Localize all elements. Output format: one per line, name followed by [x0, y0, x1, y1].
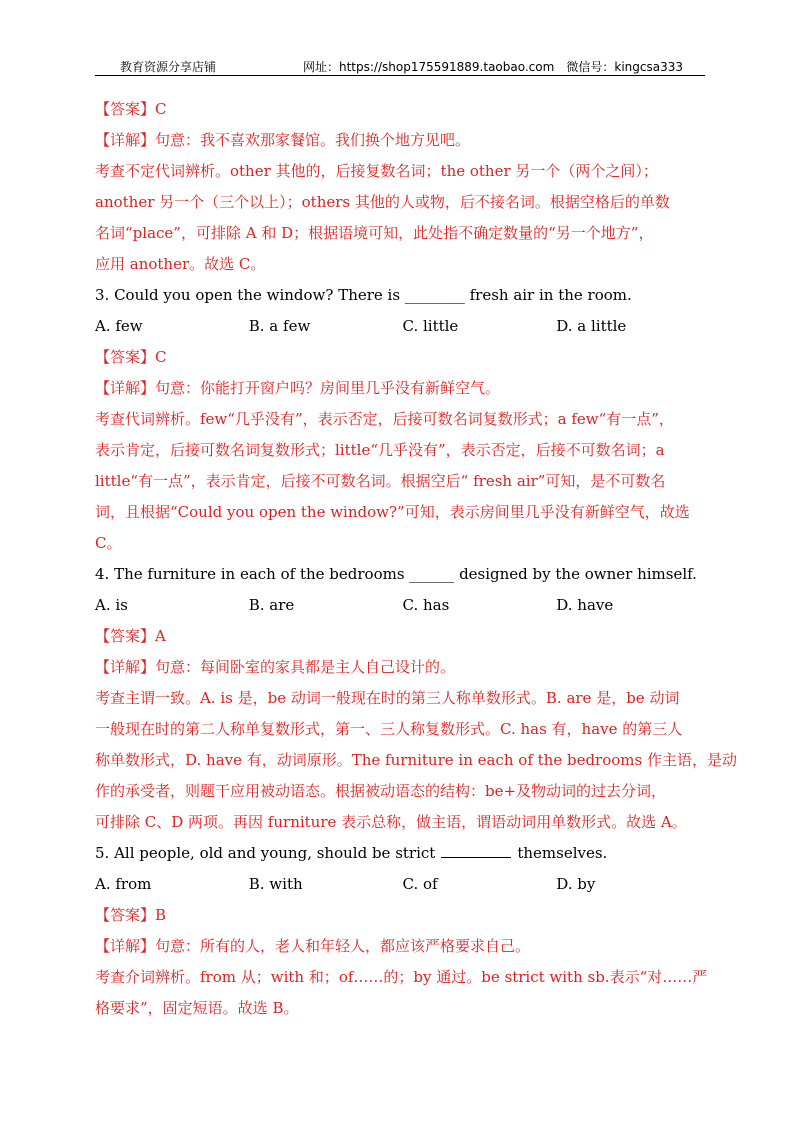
- q4-detail: 【详解】句意：每间卧室的家具都是主人自己设计的。: [95, 658, 456, 676]
- q3-question: [95, 280, 710, 311]
- q3-explanation-line: little“有一点”，表示肯定，后接不可数名词。根据空后“ fresh air”可知，是不可数名: [95, 472, 666, 490]
- q4-answer: 【答案】A: [95, 627, 166, 645]
- q2-explanation-line: 名词“place”，可排除 A 和 D；根据语境可知，此处指不确定数量的“另一个地方”，: [95, 224, 654, 242]
- q4-question: [95, 559, 710, 590]
- q5-question-start: 5. All people, old and young, should be strict: [95, 844, 436, 862]
- q4-explanation-line: 可排除 C、D 两项。再因 furniture 表示总称，做主语，谓语动词用单数形式。故选 A。: [95, 813, 687, 831]
- q2-explanation-line: another 另一个（三个以上）；others 其他的人或物，后不接名词。根据空格后的单数: [95, 193, 670, 211]
- q2-answer: 【答案】C: [95, 100, 167, 118]
- q3-explanation-line: 词，且根据“Could you open the window?”可知，表示房间里几乎没有新鲜空气，故选: [95, 503, 690, 521]
- q2-explanation-line: 应用 another。故选 C。: [95, 255, 266, 273]
- q2-explanation-line: 考查不定代词辨析。other 其他的，后接复数名词；the other 另一个（两个之间）；: [95, 162, 658, 180]
- q3-explanation-line: 考查代词辨析。few“几乎没有”，表示否定，后接可数名词复数形式；a few“有一点”，: [95, 410, 674, 428]
- q3-question-end: fresh air in the room.: [464, 286, 632, 304]
- q3-explanation-line: 表示肯定，后接可数名词复数形式；little“几乎没有”，表示否定，后接不可数名词；a: [95, 441, 665, 459]
- q5-options: [95, 869, 710, 900]
- option-d: D. by: [556, 875, 596, 893]
- document-body: [95, 94, 737, 1024]
- option-b: B. are: [248, 596, 295, 614]
- q4-options: [95, 590, 710, 621]
- header-url: 网址：https://shop175591889.taobao.com: [303, 60, 555, 74]
- q2-detail: 【详解】句意：我不喜欢那家餐馆。我们换个地方见吧。: [95, 131, 471, 149]
- option-c: C. of: [402, 875, 438, 893]
- q3-explanation-line: C。: [95, 534, 122, 552]
- q4-question-end: designed by the owner himself.: [454, 565, 697, 583]
- q5-answer: 【答案】B: [95, 906, 167, 924]
- q5-blank-underline: [441, 843, 511, 858]
- option-b: B. a few: [248, 317, 311, 335]
- q3-answer: 【答案】C: [95, 348, 167, 366]
- option-a: A. few: [95, 317, 143, 335]
- q4-explanation-line: 作的承受者，则题干应用被动语态。根据被动语态的结构：be+及物动词的过去分词，: [95, 782, 667, 800]
- q4-explanation-line: 考查主谓一致。A. is 是，be 动词一般现在时的第三人称单数形式。B. are 是，be 动词: [95, 689, 680, 707]
- q5-detail: 【详解】句意：所有的人，老人和年轻人，都应该严格要求自己。: [95, 937, 531, 955]
- header-shop-name: 教育资源分享店铺: [120, 60, 217, 74]
- q4-blank: ______: [409, 565, 455, 583]
- option-a: A. is: [95, 596, 128, 614]
- option-c: C. has: [402, 596, 450, 614]
- option-d: D. have: [556, 596, 614, 614]
- q3-options: [95, 311, 710, 342]
- q3-question-start: 3. Could you open the window? There is: [95, 286, 405, 304]
- option-a: A. from: [95, 875, 152, 893]
- q5-explanation-line: 格要求”，固定短语。故选 B。: [95, 999, 299, 1017]
- q5-question-end: themselves.: [517, 844, 608, 862]
- q4-explanation-line: 一般现在时的第二人称单复数形式，第一、三人称复数形式。C. has 有，have 的第三人: [95, 720, 683, 738]
- q3-detail: 【详解】句意：你能打开窗户吗？房间里几乎没有新鲜空气。: [95, 379, 501, 397]
- option-b: B. with: [248, 875, 303, 893]
- page-header: [95, 55, 705, 76]
- option-d: D. a little: [556, 317, 627, 335]
- q5-question: [95, 838, 710, 869]
- header-wechat: 微信号：kingcsa333: [566, 60, 683, 74]
- q4-explanation-line: 称单数形式，D. have 有，动词原形。The furniture in each of the bedrooms 作主语，是动: [95, 751, 737, 769]
- option-c: C. little: [402, 317, 459, 335]
- q5-explanation-line: 考查介词辨析。from 从；with 和；of……的；by 通过。be strict with sb.表示“对……严: [95, 968, 708, 986]
- q4-question-start: 4. The furniture in each of the bedrooms: [95, 565, 410, 583]
- q3-blank: ________: [404, 286, 465, 304]
